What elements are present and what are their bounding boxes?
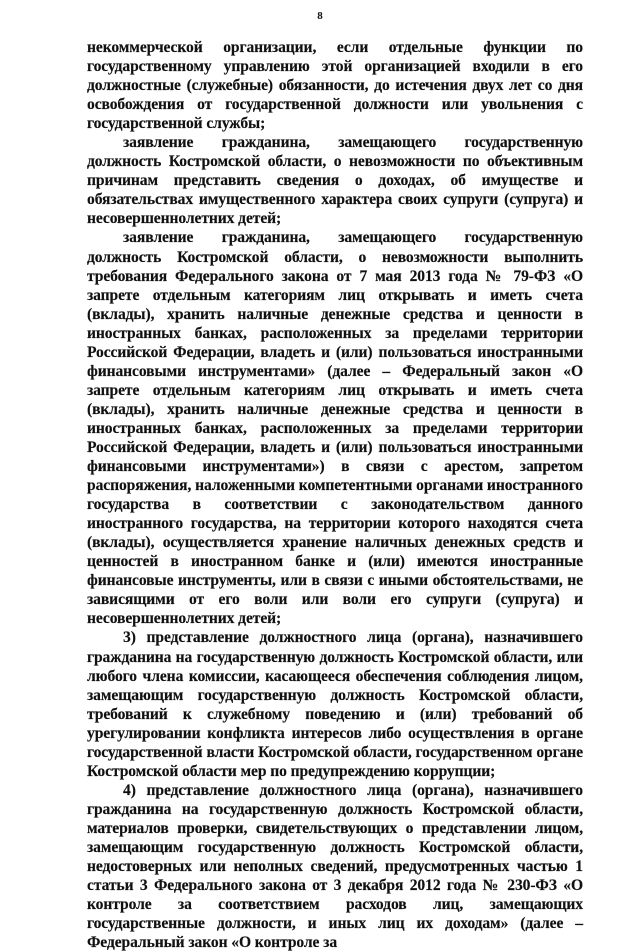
paragraph-statement-no-income-info: заявление гражданина, замещающего государственную должность Костромской области, о невозможности по объективным причинам представить сведения о доходах, об имуществе и обязательствах имущественного характера своих супруги (супруга) и несовершеннолетних детей; [87, 134, 583, 228]
paragraph-continuation: некоммерческой организации, если отдельные функции по государственному управлению этой организацией входили в его должностные (служебные) обязанности, до истечения двух лет со дня освобождения от государственной должности или увольнения с государственной службы; [87, 39, 583, 133]
document-body [87, 38, 583, 952]
paragraph-item-4: 4) представление должностного лица (органа), назначившего гражданина на государственную должность Костромской области, материалов проверки, свидетельствующих о представлении лицом, замещающим государственную должность Костромской области, недостоверных или неполных сведений, предусмотренных частью 1 статьи 3 Федерального закона от 3 декабря 2012 года № 230-ФЗ «О контроле за соответствием расходов лиц, замещающих государственные должности, и иных лиц их доходам» (далее – Федеральный закон «О контроле за [87, 781, 583, 952]
paragraph-statement-foreign-accounts: заявление гражданина, замещающего государственную должность Костромской области, о невозможности выполнить требования Федерального закона от 7 мая 2013 года № 79-ФЗ «О запрете отдельным категориям лиц открывать и иметь счета (вклады), хранить наличные денежные средства и ценности в иностранных банках, расположенных за пределами территории Российской Федерации, владеть и (или) пользоваться иностранными финансовыми инструментами» (далее – Федеральный закон «О запрете отдельным категориям лиц открывать и иметь счета (вклады), хранить наличные денежные средства и ценности в иностранных банках, расположенных за пределами территории Российской Федерации, владеть и (или) пользоваться иностранными финансовыми инструментами») в связи с арестом, запретом распоряжения, наложенными компетентными органами иностранного государства в соответствии с законодательством данного иностранного государства, на территории которого находятся счета (вклады), осуществляется хранение наличных денежных средств и ценностей в иностранном банке и (или) имеются иностранные финансовые инструменты, или в связи с иными обстоятельствами, не зависящими от его воли или воли его супруги (супруга) и несовершеннолетних детей; [87, 229, 583, 628]
page-number: 8 [317, 10, 323, 22]
paragraph-item-3: 3) представление должностного лица (органа), назначившего гражданина на государственную должность Костромской области, или любого члена комиссии, касающееся обеспечения соблюдения лицом, замещающим государственную должность Костромской области, требований к служебному поведению и (или) требований об урегулировании конфликта интересов либо осуществления в органе государственной власти Костромской области, государственном органе Костромской области мер по предупреждению коррупции; [87, 629, 583, 780]
